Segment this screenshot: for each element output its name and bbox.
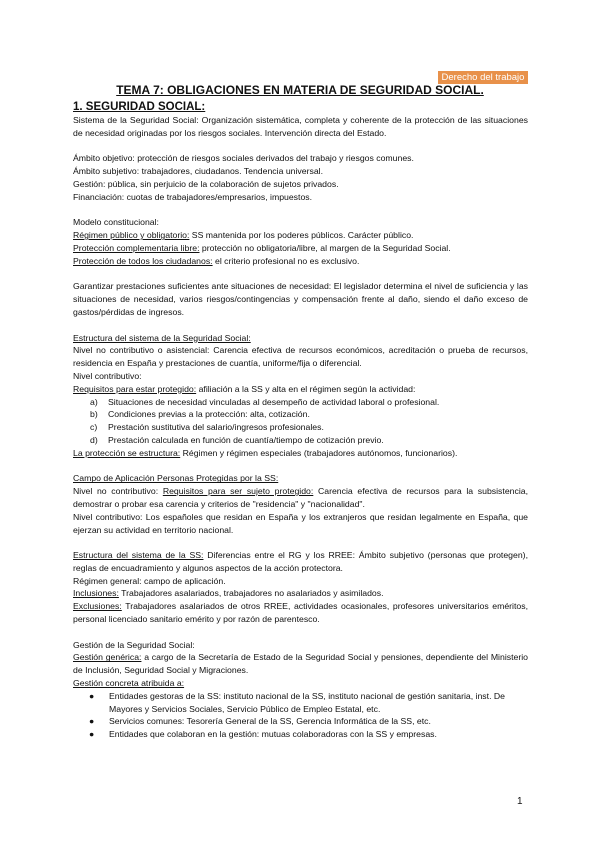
bullet-icon: ● xyxy=(89,690,95,701)
modelo-item xyxy=(73,229,528,242)
regimen-general: Régimen general: campo de aplicación. xyxy=(73,575,226,586)
modelo-text: SS mantenida por los poderes públicos. Carácter público. xyxy=(189,230,414,241)
intro-paragraph: Sistema de la Seguridad Social: Organización sistemática, completa y coherente de la protección de las situaciones de necesidad originadas por los riesgos sociales. Intervención directa del Estado. xyxy=(73,115,528,138)
list-item: a) Situaciones de necesidad vinculadas al desempeño de actividad laboral o profesional. xyxy=(90,396,440,407)
header-tag: Derecho del trabajo xyxy=(438,71,528,84)
bullet-icon: ● xyxy=(89,716,95,727)
modelo-term: Régimen público y obligatorio: xyxy=(73,230,190,241)
document-body xyxy=(73,100,528,741)
campo-no-contributivo: Nivel no contributivo: Requisitos para ser sujeto protegido: Carencia efectiva de recursos para la subsistencia, demostrar o probar esa carencia y criterios de "residencia" y "nacionalidad". xyxy=(73,486,529,509)
no-contributivo-paragraph: Nivel no contributivo o asistencial: Carencia efectiva de recursos económicos, acreditación o prueba de recursos, residencia en España y prestaciones de cuantía, uniforme/fija o diferencial. xyxy=(73,345,528,369)
estructura-ss-term: Estructura del sistema de la SS: xyxy=(73,550,204,561)
list-item: ● Entidades gestoras de la SS: instituto nacional de la SS, instituto nacional de gestión sanitaria, inst. De Mayores y Servicios Sociales, Servicio Público de Empleo Estatal, etc. xyxy=(89,690,506,714)
exclusiones-term: Exclusiones: xyxy=(73,601,122,612)
gestion-generica-term: Gestión genérica: xyxy=(73,652,142,663)
financiacion-line: Financiación: cuotas de trabajadores/empresarios, impuestos. xyxy=(73,191,313,202)
modelo-text: protección no obligatoria/libre, al margen de la Seguridad Social. xyxy=(199,242,451,253)
estructura-heading: Estructura del sistema de la Seguridad Social: xyxy=(73,332,251,343)
list-item: ● Servicios comunes: Tesorería General de la SS, Gerencia Informática de la SS, etc. xyxy=(89,716,431,727)
proteccion-text: Régimen y régimen especiales (trabajadores autónomos, funcionarios). xyxy=(180,447,458,458)
exclusiones-line: Exclusiones: Trabajadores asalariados de otros RREE, actividades ocasionales, profesores universitarios eméritos, personal licenciado sanitario emérito y por razón de parentesco. xyxy=(73,601,528,625)
list-item: d) Prestación calculada en función de cuantía/tiempo de cotización previo. xyxy=(90,434,384,445)
inclusiones-line: Inclusiones: Trabajadores asalariados, trabajadores no asalariados y asimilados. xyxy=(73,588,384,599)
campo-contributivo: Nivel contributivo: Los españoles que residan en España y los extranjeros que residan legalmente en España, que ejerzan su actividad en territorio nacional. xyxy=(73,511,528,535)
section-heading: 1. SEGURIDAD SOCIAL: xyxy=(73,101,206,113)
proteccion-term: La protección se estructura: xyxy=(73,447,181,458)
campo-heading: Campo de Aplicación Personas Protegidas por la SS: xyxy=(73,473,279,484)
ambito-subjetivo: Ámbito subjetivo: trabajadores, ciudadanos. Tendencia universal. xyxy=(73,166,323,177)
gestion-list xyxy=(73,690,528,741)
modelo-term: Protección de todos los ciudadanos: xyxy=(73,255,213,266)
garantizar-paragraph: Garantizar prestaciones suficientes ante situaciones de necesidad: El legislador determina el nivel de suficiencia y las situaciones de necesidad, varios riesgos/contingencias y compensación frente al daño, siendo el daño exceso de gastos/pérdidas de ingresos. xyxy=(73,281,528,317)
gestion-generica: Gestión genérica: a cargo de la Secretaría de Estado de la Seguridad Social y pensiones, dependiente del Ministerio de Inclusión, Seguridad Social y Migraciones. xyxy=(73,652,528,676)
page-title: TEMA 7: OBLIGACIONES EN MATERIA DE SEGURIDAD SOCIAL. xyxy=(116,83,484,97)
requisitos-text: afiliación a la SS y alta en el régimen según la actividad: xyxy=(196,383,416,394)
inclusiones-term: Inclusiones: xyxy=(73,588,119,599)
list-item: ● Entidades que colaboran en la gestión: mutuas colaboradoras con la SS y empresas. xyxy=(89,729,437,740)
modelo-term: Protección complementaria libre: xyxy=(73,242,200,253)
ambito-objetivo: Ámbito objetivo: protección de riesgos sociales derivados del trabajo y riesgos comunes. xyxy=(73,153,414,164)
contributivo-label: Nivel contributivo: xyxy=(73,370,142,381)
requisitos-term: Requisitos para estar protegido: xyxy=(73,383,197,394)
page-number: 1 xyxy=(517,796,523,807)
modelo-text: el criterio profesional no es exclusivo. xyxy=(212,255,360,266)
estructura-ss-paragraph: Estructura del sistema de la SS: Diferencias entre el RG y los RREE: Ámbito subjetivo (personas que protegen), reglas de encuadramiento y algunos aspectos de la acción protectora. xyxy=(73,550,528,573)
modelo-item xyxy=(73,255,528,268)
gestion-heading: Gestión de la Seguridad Social: xyxy=(73,639,195,650)
requisitos-list xyxy=(73,396,528,447)
gestion-concreta: Gestión concreta atribuida a: xyxy=(73,678,185,689)
gestion-line: Gestión: pública, sin perjuicio de la colaboración de sujetos privados. xyxy=(73,178,339,189)
proteccion-line xyxy=(73,447,528,460)
list-item: c) Prestación sustitutiva del salario/ingresos profesionales. xyxy=(90,422,324,433)
requisitos-line xyxy=(73,383,528,396)
bullet-icon: ● xyxy=(89,729,95,740)
list-item: b) Condiciones previas a la protección: alta, cotización. xyxy=(90,409,310,420)
modelo-label: Modelo constitucional: xyxy=(73,217,159,228)
campo-term: Requisitos para ser sujeto protegido: xyxy=(162,486,314,497)
modelo-item xyxy=(73,242,528,255)
